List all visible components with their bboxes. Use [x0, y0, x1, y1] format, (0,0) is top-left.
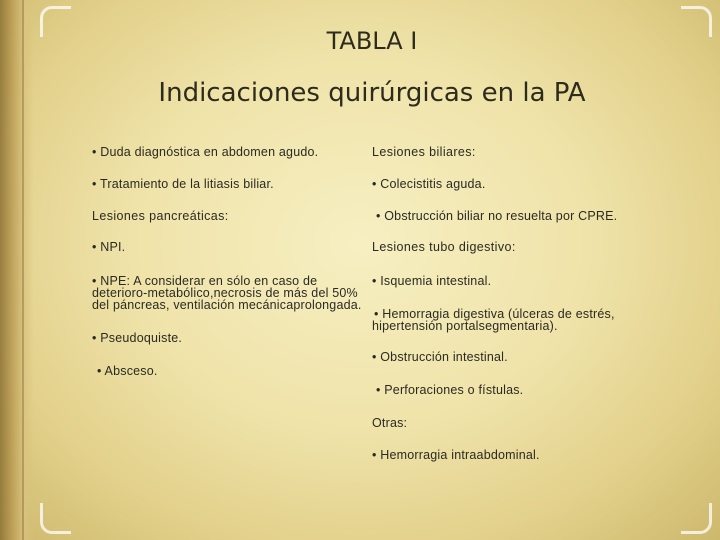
- list-item-npe-line2: deterioro-metabólico,necrosis de más del 50%: [92, 286, 358, 300]
- list-item-colecistitis: • Colecistitis aguda.: [372, 177, 486, 191]
- list-item-obstruccion-biliar: • Obstrucción biliar no resuelta por CPRE.: [376, 209, 618, 223]
- slide-subtitle: Indicaciones quirúrgicas en la PA: [158, 78, 586, 108]
- heading-lesiones-pancreaticas: Lesiones pancreáticas:: [92, 209, 229, 223]
- heading-otras: Otras:: [372, 416, 408, 430]
- list-item-duda-diagnostica: • Duda diagnóstica en abdomen agudo.: [92, 145, 319, 159]
- list-item-litiasis-biliar: • Tratamiento de la litiasis biliar.: [92, 177, 274, 191]
- list-item-pseudoquiste: • Pseudoquiste.: [92, 331, 183, 345]
- heading-lesiones-tubo-digestivo: Lesiones tubo digestivo:: [372, 240, 516, 254]
- list-item-hemorragia-digestiva-line2: hipertensión portalsegmentaria).: [372, 319, 558, 333]
- list-item-absceso: • Absceso.: [97, 364, 158, 378]
- heading-lesiones-biliares: Lesiones biliares:: [372, 145, 476, 159]
- list-item-npe-line1: • NPE: A considerar en sólo en caso de: [92, 274, 318, 288]
- list-item-obstruccion-intestinal: • Obstrucción intestinal.: [372, 350, 508, 364]
- list-item-isquemia: • Isquemia intestinal.: [372, 274, 492, 288]
- corner-ornament-bottom-right: [681, 503, 712, 534]
- list-item-hemorragia-intraabdominal: • Hemorragia intraabdominal.: [372, 448, 540, 462]
- list-item-hemorragia-digestiva-line1: • Hemorragia digestiva (úlceras de estrés,: [374, 307, 615, 321]
- list-item-npi: • NPI.: [92, 240, 126, 254]
- list-item-perforaciones: • Perforaciones o fístulas.: [376, 383, 524, 397]
- slide-title: TABLA I: [326, 27, 418, 55]
- list-item-npe-line3: del páncreas, ventilación mecánicaprolongada.: [92, 298, 362, 312]
- corner-ornament-bottom-left: [40, 503, 71, 534]
